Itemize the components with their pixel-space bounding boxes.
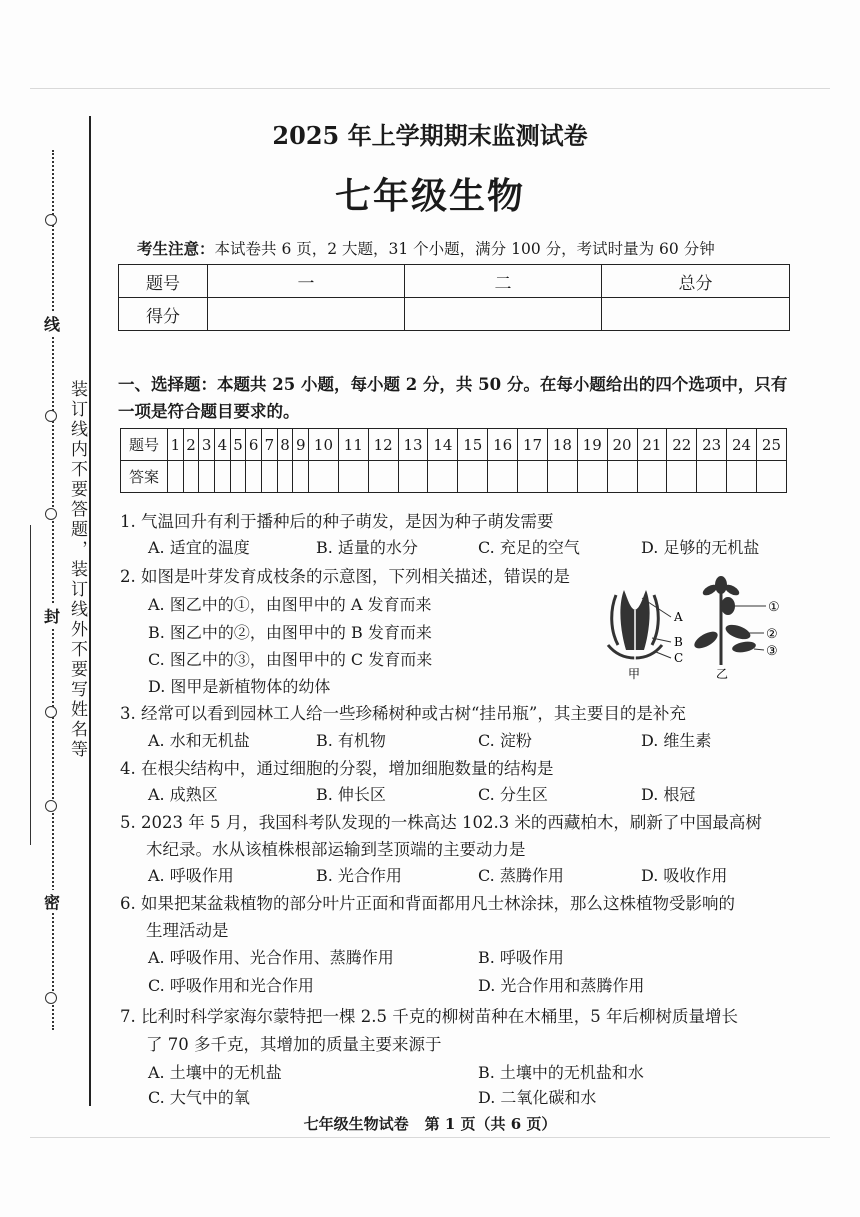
question-5-stem: 5. 2023 年 5 月，我国科考队发现的一株高达 102.3 米的西藏柏木，刷新了中国最高树	[120, 813, 762, 832]
answer-num-cell: 5	[230, 429, 246, 461]
question-7-option-d: D. 二氧化碳和水	[478, 1088, 597, 1107]
question-4-option-c: C. 分生区	[478, 785, 548, 804]
question-7-stem-cont: 了 70 多千克，其增加的质量主要来源于	[146, 1035, 442, 1054]
question-6-option-a: A. 呼吸作用、光合作用、蒸腾作用	[148, 948, 394, 967]
answer-num-cell: 17	[518, 429, 548, 461]
figure-label-3: ③	[766, 644, 778, 659]
figure-caption-jia: 甲	[628, 667, 641, 680]
answer-num-cell: 15	[458, 429, 488, 461]
page-footer	[0, 1113, 860, 1134]
question-6-stem-cont: 生理活动是	[146, 921, 229, 940]
figure-caption-yi: 乙	[716, 667, 729, 680]
question-7-option-a: A. 土壤中的无机盐	[148, 1063, 282, 1082]
binding-hole-3	[45, 508, 57, 520]
binding-hole-5	[45, 800, 57, 812]
subject-title: 七年级生物	[334, 175, 525, 217]
question-7-option-b: B. 土壤中的无机盐和水	[478, 1063, 644, 1082]
question-4-option-a: A. 成熟区	[148, 785, 218, 804]
branch-figure	[692, 576, 780, 680]
question-6-option-d: D. 光合作用和蒸腾作用	[478, 976, 645, 995]
question-6-option-b: B. 呼吸作用	[478, 948, 564, 967]
answer-num-cell: 25	[756, 429, 786, 461]
question-5-stem-cont: 木纪录。水从该植株根部运输到茎顶端的主要动力是	[146, 840, 526, 859]
answer-num-cell: 7	[262, 429, 278, 461]
exam-title: 2025 年上学期期末监测试卷	[272, 121, 588, 150]
answer-num-cell: 10	[309, 429, 339, 461]
question-1-stem: 1. 气温回升有利于播种后的种子萌发，是因为种子萌发需要	[120, 512, 554, 531]
figure-label-c: C	[674, 651, 684, 665]
answer-input-cell[interactable]	[547, 461, 577, 493]
page-top-edge	[30, 88, 830, 89]
margin-char-mi: 密	[44, 890, 60, 913]
answer-num-cell: 19	[577, 429, 607, 461]
score-header-cell: 二	[405, 265, 602, 298]
question-6-stem: 6. 如果把某盆栽植物的部分叶片正面和背面都用凡士林涂抹，那么这株植物受影响的	[120, 894, 735, 913]
answer-num-cell: 18	[547, 429, 577, 461]
page-bottom-edge	[30, 1137, 830, 1138]
answer-num-cell: 13	[398, 429, 428, 461]
question-3-option-a: A. 水和无机盐	[148, 731, 250, 750]
question-2-option-b: B. 图乙中的②，由图甲中的 B 发育而来	[148, 623, 432, 642]
answer-num-cell: 20	[607, 429, 637, 461]
answer-num-cell: 11	[338, 429, 368, 461]
question-1-option-c: C. 充足的空气	[478, 538, 580, 557]
answer-num-cell: 16	[488, 429, 518, 461]
score-label-cell: 得分	[119, 298, 208, 331]
question-3-option-d: D. 维生素	[641, 731, 712, 750]
footer-page: 第 1 页（共 6 页）	[424, 1115, 557, 1133]
answer-num-cell: 14	[428, 429, 458, 461]
question-5-option-d: D. 吸收作用	[641, 866, 728, 885]
answer-input-cell[interactable]	[697, 461, 727, 493]
answer-num-cell: 22	[667, 429, 697, 461]
question-3-stem: 3. 经常可以看到园林工人给一些珍稀树种或古树“挂吊瓶”，其主要目的是补充	[120, 704, 686, 723]
binding-hole-4	[45, 706, 57, 718]
question-2-option-d: D. 图甲是新植物体的幼体	[148, 677, 331, 696]
question-3-option-b: B. 有机物	[316, 731, 386, 750]
answer-input-cell[interactable]	[398, 461, 428, 493]
answer-num-cell: 24	[727, 429, 757, 461]
score-input-cell[interactable]	[405, 298, 602, 331]
score-input-cell[interactable]	[602, 298, 790, 331]
answer-input-cell[interactable]	[215, 461, 231, 493]
score-table	[118, 264, 790, 331]
answer-input-cell[interactable]	[168, 461, 184, 493]
binding-hole-6	[45, 992, 57, 1004]
question-2-option-c: C. 图乙中的③，由图甲中的 C 发育而来	[148, 650, 433, 669]
answer-input-cell[interactable]	[488, 461, 518, 493]
score-header-cell: 总分	[602, 265, 790, 298]
question-6-option-c: C. 呼吸作用和光合作用	[148, 976, 314, 995]
answer-input-cell[interactable]	[230, 461, 246, 493]
answer-input-cell[interactable]	[309, 461, 339, 493]
answer-num-cell: 23	[697, 429, 727, 461]
question-2-stem: 2. 如图是叶芽发育成枝条的示意图，下列相关描述，错误的是	[120, 567, 570, 586]
binding-hole-2	[45, 410, 57, 422]
answer-input-cell[interactable]	[183, 461, 199, 493]
question-1-option-b: B. 适量的水分	[316, 538, 418, 557]
question-4-stem: 4. 在根尖结构中，通过细胞的分裂，增加细胞数量的结构是	[120, 759, 554, 778]
answer-num-cell: 12	[368, 429, 398, 461]
score-input-cell[interactable]	[208, 298, 405, 331]
answer-input-cell[interactable]	[368, 461, 398, 493]
answer-num-cell: 4	[215, 429, 231, 461]
exam-notice	[137, 237, 715, 259]
answer-input-cell[interactable]	[667, 461, 697, 493]
notice-text: 本试卷共 6 页，2 大题，31 个小题，满分 100 分，考试时量为 60 分钟	[214, 240, 715, 258]
question-5-option-c: C. 蒸腾作用	[478, 866, 564, 885]
question-5-option-a: A. 呼吸作用	[148, 866, 234, 885]
section-heading: 一、选择题：本题共 25 小题，每小题 2 分，共 50 分。在每小题给出的四个选项中，只有一项是符合题目要求的。	[118, 375, 788, 421]
question-4-option-d: D. 根冠	[641, 785, 696, 804]
footer-subject: 七年级生物试卷	[303, 1115, 409, 1133]
margin-char-xian: 线	[44, 312, 60, 335]
question-7-stem: 7. 比利时科学家海尔蒙特把一棵 2.5 千克的柳树苗种在木桶里，5 年后柳树质量增长	[120, 1007, 738, 1026]
figure-label-1: ①	[768, 600, 780, 615]
answer-input-cell[interactable]	[458, 461, 488, 493]
question-3-option-c: C. 淀粉	[478, 731, 532, 750]
answer-num-cell: 2	[183, 429, 199, 461]
binding-line	[89, 116, 91, 1106]
answer-input-cell[interactable]	[756, 461, 786, 493]
answer-input-cell[interactable]	[577, 461, 607, 493]
answer-input-cell[interactable]	[246, 461, 262, 493]
answer-input-cell[interactable]	[637, 461, 667, 493]
answer-num-cell: 8	[277, 429, 293, 461]
notice-label: 考生注意：	[137, 239, 215, 258]
question-5-option-b: B. 光合作用	[316, 866, 402, 885]
bud-branch-figure	[596, 570, 796, 680]
margin-char-feng: 封	[44, 604, 60, 627]
answer-table	[120, 428, 787, 493]
binding-notice: 装订线内不要答题，装订线外不要写姓名等	[67, 380, 87, 760]
answer-input-cell[interactable]	[293, 461, 309, 493]
question-1-option-d: D. 足够的无机盐	[641, 538, 760, 557]
answer-input-cell[interactable]	[518, 461, 548, 493]
answer-input-cell[interactable]	[199, 461, 215, 493]
answer-label: 答案	[121, 461, 168, 493]
answer-num-cell: 21	[637, 429, 667, 461]
score-header-cell: 一	[208, 265, 405, 298]
figure-label-b: B	[674, 635, 683, 649]
answer-num-cell: 1	[168, 429, 184, 461]
answer-input-cell[interactable]	[607, 461, 637, 493]
answer-input-cell[interactable]	[428, 461, 458, 493]
answer-input-cell[interactable]	[262, 461, 278, 493]
answer-num-label: 题号	[121, 429, 168, 461]
answer-input-cell[interactable]	[338, 461, 368, 493]
answer-num-cell: 3	[199, 429, 215, 461]
leaf-bud-figure	[608, 590, 683, 680]
question-7-option-c: C. 大气中的氧	[148, 1088, 250, 1107]
name-write-line	[30, 525, 31, 845]
answer-num-cell: 9	[293, 429, 309, 461]
figure-label-a: A	[674, 610, 683, 624]
question-1-option-a: A. 适宜的温度	[148, 538, 250, 557]
figure-label-2: ②	[766, 627, 778, 642]
answer-num-cell: 6	[246, 429, 262, 461]
score-header-cell: 题号	[119, 265, 208, 298]
question-2-option-a: A. 图乙中的①，由图甲中的 A 发育而来	[148, 595, 432, 614]
question-4-option-b: B. 伸长区	[316, 785, 386, 804]
answer-input-cell[interactable]	[727, 461, 757, 493]
answer-input-cell[interactable]	[277, 461, 293, 493]
